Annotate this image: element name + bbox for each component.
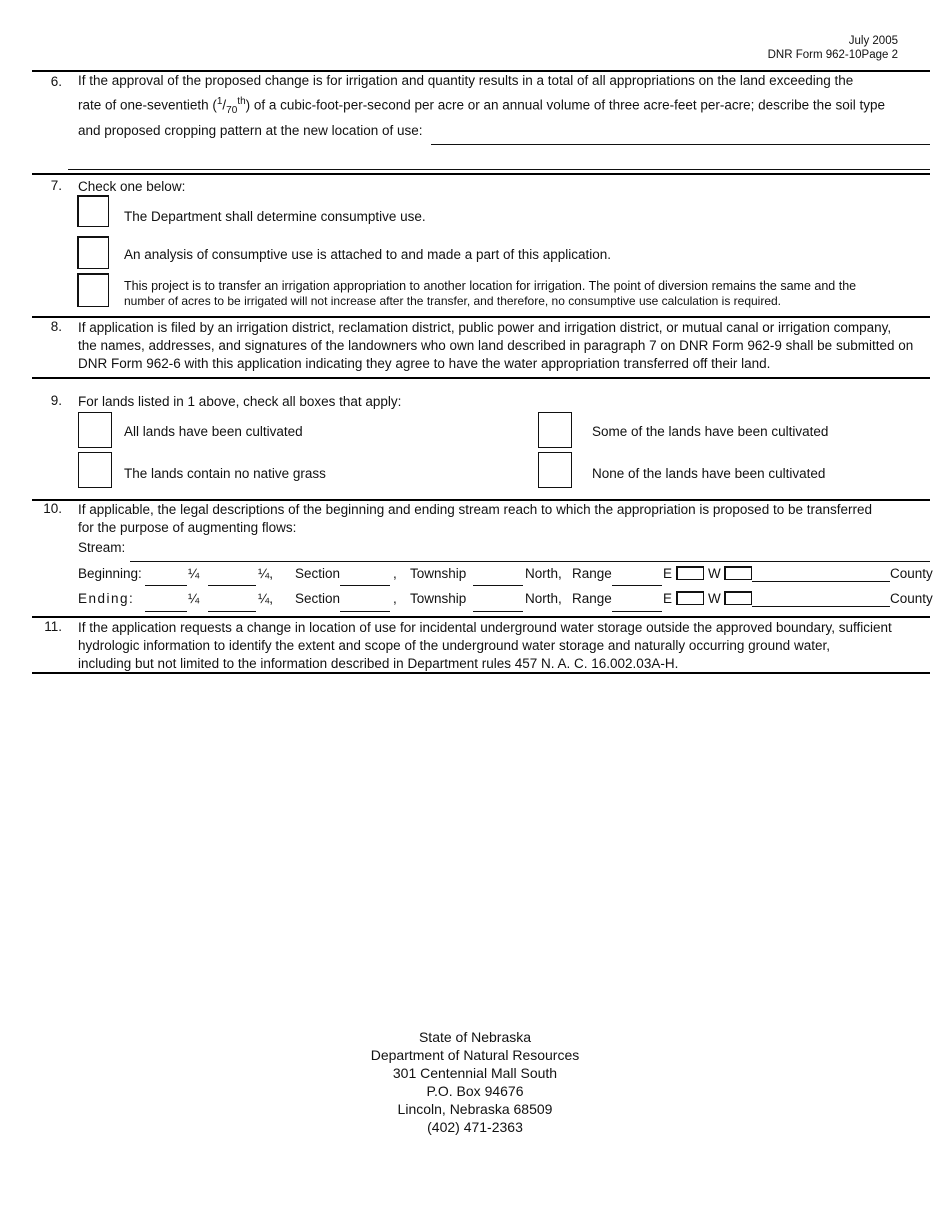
q7-option3-label-line1: This project is to transfer an irrigation appropriation to another location for irrigation. The point of diversion remains the same and the xyxy=(124,279,857,293)
north-label: North, xyxy=(525,566,562,581)
q7-prompt: Check one below: xyxy=(78,179,186,194)
beginning-label: Beginning: xyxy=(78,566,142,581)
county-label: County xyxy=(890,566,933,581)
county-label: County xyxy=(890,591,933,606)
ending-label: Ending: xyxy=(78,591,135,606)
beginning-township-input[interactable] xyxy=(473,585,523,586)
township-label: Township xyxy=(410,591,467,606)
east-label: E xyxy=(663,591,673,606)
q6-answer-line1[interactable] xyxy=(431,144,930,145)
q9-none-cultivated-label: None of the lands have been cultivated xyxy=(592,466,826,481)
q10-stream-label: Stream: xyxy=(78,540,126,555)
ending-county-input[interactable] xyxy=(752,606,890,607)
section-label: Section xyxy=(295,566,341,581)
q10-line2: for the purpose of augmenting flows: xyxy=(78,520,297,535)
footer-state: State of Nebraska xyxy=(418,1029,532,1045)
q10-number: 10. xyxy=(43,501,62,516)
q6-text-line2: rate of one-seventieth $(^1/_{70}^{th})$ of a cubic-foot-per-second per acre or an annual volume of three acre-feet per-acre; describe the soil type xyxy=(78,96,885,117)
beginning-east-checkbox[interactable] xyxy=(676,566,704,580)
footer-department: Department of Natural Resources xyxy=(370,1047,580,1063)
form-id: DNR Form 962-10Page 2 xyxy=(767,49,898,61)
q11-line1: If the application requests a change in location of use for incidental underground water storage outside the approved boundary, sufficient xyxy=(78,620,892,635)
form-date: July 2005 xyxy=(848,35,898,47)
footer-phone: (402) 471-2363 xyxy=(427,1119,523,1135)
agency-address-block xyxy=(0,1028,950,1136)
q6-text-line1: If the approval of the proposed change is for irrigation and quantity results in a total of all appropriations on the land exceeding the xyxy=(78,73,854,88)
q7-option2-label: An analysis of consumptive use is attached to and made a part of this application. xyxy=(124,247,612,262)
east-label: E xyxy=(663,566,673,581)
q8-line3: DNR Form 962-6 with this application indicating they agree to have the water appropriation transferred off their land. xyxy=(78,356,771,371)
q8-number: 8. xyxy=(50,319,62,334)
q9-some-cultivated-checkbox[interactable] xyxy=(538,412,572,448)
north-label: North, xyxy=(525,591,562,606)
beginning-county-input[interactable] xyxy=(752,581,890,582)
q7-number: 7. xyxy=(50,178,62,193)
q9-no-native-grass-label: The lands contain no native grass xyxy=(124,466,326,481)
q9-all-cultivated-label: All lands have been cultivated xyxy=(124,424,303,439)
township-label: Township xyxy=(410,566,467,581)
q9-prompt: For lands listed in 1 above, check all boxes that apply: xyxy=(78,394,402,409)
q9-number: 9. xyxy=(50,393,62,408)
range-label: Range xyxy=(572,591,612,606)
footer-city: Lincoln, Nebraska 68509 xyxy=(397,1101,553,1117)
q7-option2-checkbox[interactable] xyxy=(77,236,109,269)
beginning-quarter2-input[interactable] xyxy=(208,585,256,586)
q7-option3-checkbox[interactable] xyxy=(77,273,109,307)
ending-range-input[interactable] xyxy=(612,611,662,612)
quarter-mark: ¼ xyxy=(188,591,200,606)
q9-no-native-grass-checkbox[interactable] xyxy=(78,452,112,488)
q10-line1: If applicable, the legal descriptions of the beginning and ending stream reach to which the appropriation is proposed to be transferred xyxy=(78,502,873,517)
west-label: W xyxy=(708,566,721,581)
quarter-mark: ¼ xyxy=(188,566,200,581)
ending-section-input[interactable] xyxy=(340,611,390,612)
footer-street: 301 Centennial Mall South xyxy=(392,1065,558,1081)
section-divider xyxy=(32,616,930,618)
section-divider xyxy=(32,173,930,175)
quarter-mark: ¼, xyxy=(258,566,274,581)
comma: , xyxy=(393,566,397,581)
q11-line3: including but not limited to the information described in Department rules 457 N. A. C. 16.002.03A-H. xyxy=(78,656,679,671)
ending-township-input[interactable] xyxy=(473,611,523,612)
q6-answer-line2[interactable] xyxy=(68,169,930,170)
q11-line2: hydrologic information to identify the extent and scope of the underground water storage and naturally occurring ground water, xyxy=(78,638,830,653)
q6-text-line3: and proposed cropping pattern at the new location of use: xyxy=(78,123,423,138)
q9-some-cultivated-label: Some of the lands have been cultivated xyxy=(592,424,829,439)
q7-option1-label: The Department shall determine consumptive use. xyxy=(124,209,426,224)
west-label: W xyxy=(708,591,721,606)
q9-none-cultivated-checkbox[interactable] xyxy=(538,452,572,488)
q7-option3-label-line2: number of acres to be irrigated will not increase after the transfer, and therefore, no consumptive use calculation is required. xyxy=(124,294,782,308)
quarter-mark: ¼, xyxy=(258,591,274,606)
comma: , xyxy=(393,591,397,606)
ending-east-checkbox[interactable] xyxy=(676,591,704,605)
q8-line1: If application is filed by an irrigation district, reclamation district, public power and irrigation district, or mutual canal or irrigation company, xyxy=(78,320,892,335)
ending-quarter1-input[interactable] xyxy=(145,611,187,612)
section-label: Section xyxy=(295,591,341,606)
beginning-section-input[interactable] xyxy=(340,585,390,586)
ending-quarter2-input[interactable] xyxy=(208,611,256,612)
footer-po-box: P.O. Box 94676 xyxy=(426,1083,524,1099)
q11-number: 11. xyxy=(44,619,62,634)
q8-line2: the names, addresses, and signatures of the landowners who own land described in paragraph 7 on DNR Form 962-9 shall be submitted on xyxy=(78,338,914,353)
q7-option1-checkbox[interactable] xyxy=(77,195,109,227)
beginning-west-checkbox[interactable] xyxy=(724,566,752,580)
beginning-quarter1-input[interactable] xyxy=(145,585,187,586)
section-divider xyxy=(32,316,930,318)
q9-all-cultivated-checkbox[interactable] xyxy=(78,412,112,448)
range-label: Range xyxy=(572,566,612,581)
q6-number: 6. xyxy=(50,74,62,89)
beginning-range-input[interactable] xyxy=(612,585,662,586)
section-divider xyxy=(32,672,930,674)
ending-west-checkbox[interactable] xyxy=(724,591,752,605)
section-divider xyxy=(32,377,930,379)
q10-stream-input[interactable] xyxy=(130,561,930,562)
